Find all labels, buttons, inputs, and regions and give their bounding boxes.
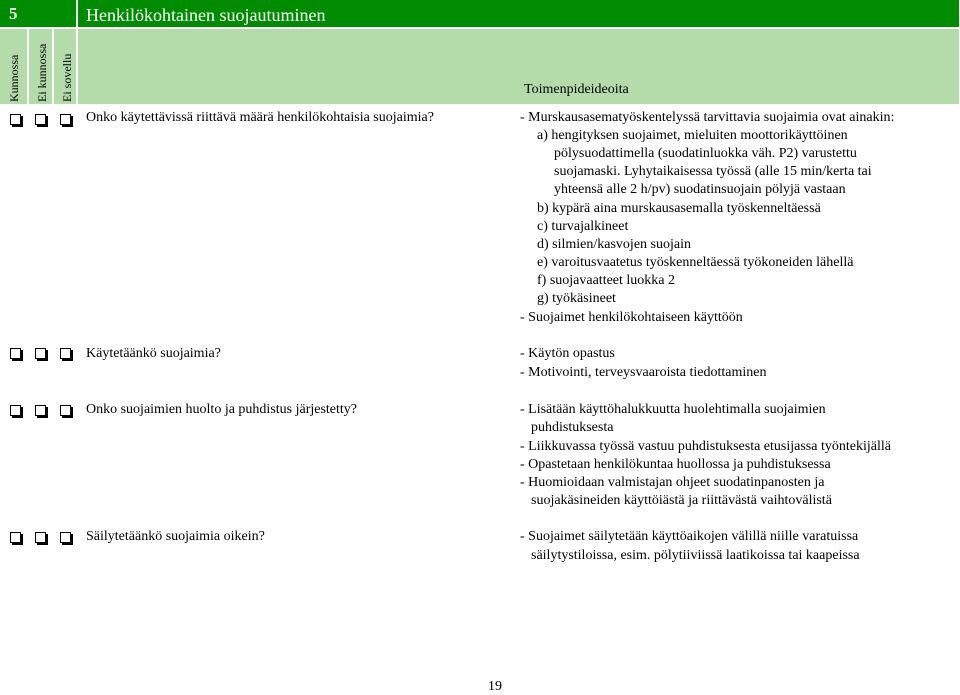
- column-header-kunnossa: Kunnossa: [7, 54, 21, 102]
- checkbox-ei-kunnossa[interactable]: [35, 532, 46, 543]
- column-header-ei-kunnossa: Ei kunnossa: [35, 43, 49, 102]
- question-text: Onko suojaimien huolto ja puhdistus järjestetty?: [86, 402, 358, 417]
- checkbox-ei-sovellu[interactable]: [60, 532, 71, 543]
- idea-line: - Motivointi, terveysvaaroista tiedottaminen: [520, 365, 767, 380]
- idea-line: suojakäsineiden käyttöiästä ja riittävästä vaihtovälistä: [531, 493, 832, 508]
- idea-line: - Liikkuvassa työssä vastuu puhdistuksesta etusijassa työntekijällä: [520, 439, 891, 454]
- question-text: Käytetäänkö suojaimia?: [86, 346, 221, 361]
- idea-line: a) hengityksen suojaimet, mieluiten moottorikäyttöinen: [537, 128, 848, 143]
- column-header-ideas: Toimenpideideoita: [524, 82, 629, 97]
- checkbox-kunnossa[interactable]: [10, 348, 21, 359]
- checkbox-kunnossa[interactable]: [10, 532, 21, 543]
- question-text: Onko käytettävissä riittävä määrä henkilökohtaisia suojaimia?: [86, 110, 434, 125]
- checkbox-kunnossa[interactable]: [10, 405, 21, 416]
- idea-line: - Lisätään käyttöhalukkuutta huolehtimalla suojaimien: [520, 402, 826, 417]
- column-header-band: [0, 29, 959, 104]
- column-separator: [27, 29, 29, 104]
- checkbox-ei-kunnossa[interactable]: [35, 405, 46, 416]
- idea-line: pölysuodattimella (suodatinluokka väh. P2) varustettu: [554, 146, 857, 161]
- checkbox-ei-kunnossa[interactable]: [35, 114, 46, 125]
- column-separator: [76, 29, 78, 104]
- idea-line: f) suojavaatteet luokka 2: [537, 273, 676, 288]
- section-number: 5: [0, 0, 76, 27]
- idea-line: d) silmien/kasvojen suojain: [537, 237, 691, 252]
- idea-line: yhteensä alle 2 h/pv) suodatinsuojain pölyjä vastaan: [554, 182, 846, 197]
- idea-line: - Suojaimet säilytetään käyttöaikojen välillä niille varatuissa: [520, 529, 859, 544]
- checkbox-ei-sovellu[interactable]: [60, 114, 71, 125]
- idea-line: c) turvajalkineet: [537, 219, 629, 234]
- idea-line: suojamaski. Lyhytaikaisessa työssä (alle 15 min/kerta tai: [554, 164, 872, 179]
- page-number: 19: [488, 679, 502, 694]
- checkbox-ei-sovellu[interactable]: [60, 348, 71, 359]
- section-title: Henkilökohtainen suojautuminen: [78, 0, 959, 27]
- idea-line: g) työkäsineet: [537, 291, 616, 306]
- idea-line: b) kypärä aina murskausasemalla työskenneltäessä: [537, 201, 821, 216]
- checkbox-ei-sovellu[interactable]: [60, 405, 71, 416]
- checkbox-kunnossa[interactable]: [10, 114, 21, 125]
- column-header-ei-sovellu: Ei sovellu: [60, 53, 74, 102]
- question-text: Säilytetäänkö suojaimia oikein?: [86, 529, 265, 544]
- checkbox-ei-kunnossa[interactable]: [35, 348, 46, 359]
- idea-line: - Opastetaan henkilökuntaa huollossa ja puhdistuksessa: [520, 457, 831, 472]
- idea-line: e) varoitusvaatetus työskenneltäessä työkoneiden lähellä: [537, 255, 854, 270]
- idea-line: - Suojaimet henkilökohtaiseen käyttöön: [520, 310, 743, 325]
- idea-line: säilytystiloissa, esim. pölytiiviissä laatikoissa tai kaapeissa: [531, 548, 860, 563]
- idea-line: - Käytön opastus: [520, 346, 615, 361]
- column-separator: [52, 29, 54, 104]
- idea-line: - Murskausasematyöskentelyssä tarvittavia suojaimia ovat ainakin:: [520, 110, 895, 125]
- idea-line: puhdistuksesta: [531, 420, 614, 435]
- idea-line: - Huomioidaan valmistajan ohjeet suodatinpanosten ja: [520, 475, 825, 490]
